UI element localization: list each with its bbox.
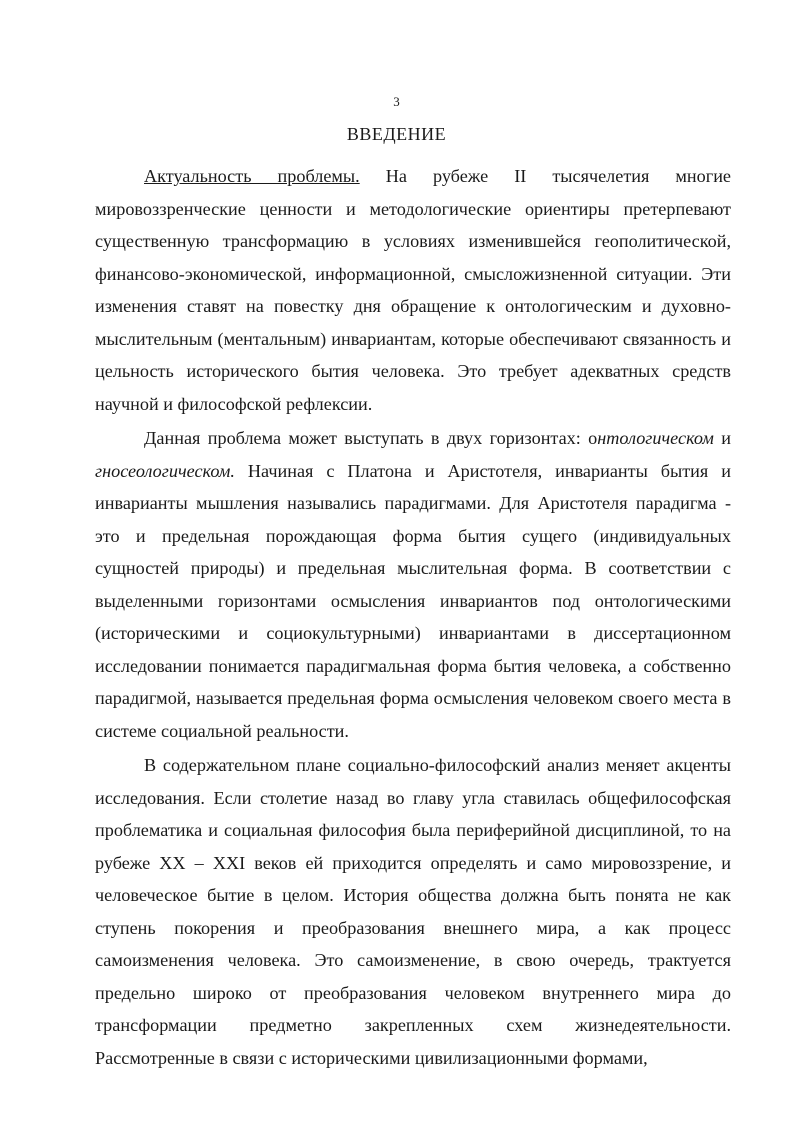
paragraph-text: Начиная с Платона и Аристотеля, инварианты бытия и инварианты мышления назывались парадигмами. Для Аристотеля парадигма - это и предельная порождающая форма бытия сущего (индивидуальных сущностей природы) и предельная мыслительная форма. В соответствии с выделенными горизонтами осмысления инвариантов под онтологическими (историческими и социокультурными) инвариантами в диссертационном исследовании понимается парадигмальная форма бытия человека, а собственно парадигмой, называется предельная форма осмысления человеком своего места в системе социальной реальности.: [95, 460, 731, 741]
emphasis-gnoseological: гносеологическом.: [95, 460, 235, 481]
paragraph-text: На рубеже II тысячелетия многие мировоззренческие ценности и методологические ориентиры претерпевают существенную трансформацию в условиях изменившейся геополитической, финансово-экономической, информационной, смысложизненной ситуации. Эти изменения ставят на повестку дня обращение к онтологическим и духовно-мыслительным (ментальным) инвариантам, которые обеспечивают связанность и цельность исторического бытия человека. Это требует адекватных средств научной и философской рефлексии.: [95, 166, 732, 414]
page-number: 3: [393, 94, 400, 109]
emphasis-ontological: нтологическом: [597, 428, 714, 448]
paragraph-analysis: [95, 749, 731, 1074]
section-title: ВВЕДЕНИЕ: [346, 124, 447, 144]
paragraph-text: В содержательном плане социально-философский анализ меняет акценты исследования. Если столетие назад во главу угла ставилась общефилософская проблематика и социальная философия была периферийной дисциплиной, то на рубеже XX – XXI веков ей приходится определять и само мировоззрение, и человеческое бытие в целом. История общества должна быть понята не как ступень покорения и преобразования внешнего мира, а как процесс самоизменения человека. Это самоизменение, в свою очередь, трактуется предельно широко от преобразования человеком внутреннего мира до трансформации предметно закрепленных схем жизнедеятельности. Рассмотренные в связи с историческими цивилизационными формами,: [95, 755, 731, 1068]
paragraph-lead-heading: Актуальность проблемы.: [144, 166, 360, 186]
paragraph-text: и: [713, 428, 731, 448]
paragraph-text: Данная проблема может выступать в двух горизонтах: о: [144, 428, 598, 448]
paragraph-relevance: [95, 160, 731, 420]
body-text: [95, 160, 731, 1074]
paragraph-horizons: [95, 422, 731, 747]
